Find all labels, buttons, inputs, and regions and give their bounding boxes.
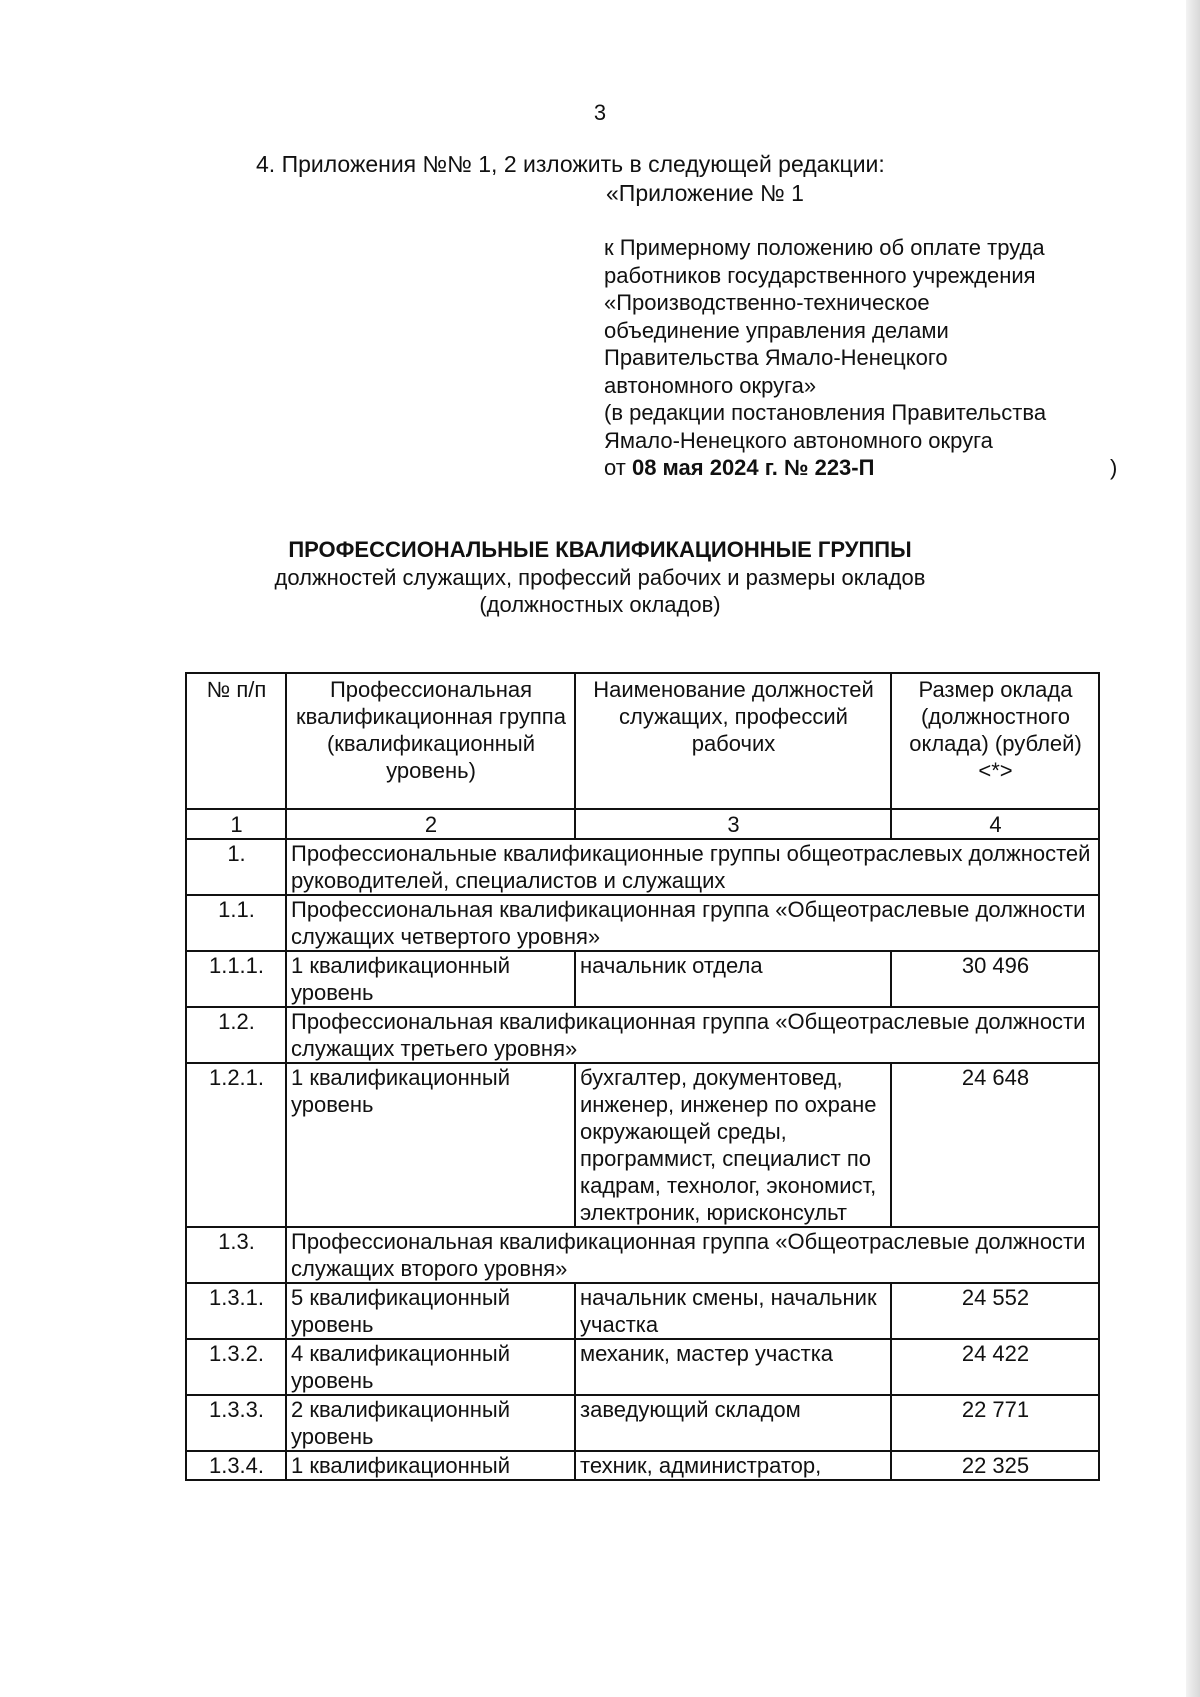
qualification-level: 1 квалификационный (286, 1451, 575, 1480)
row-number: 1.3.3. (186, 1395, 286, 1451)
qualification-level: 1 квалификационный уровень (286, 951, 575, 1007)
section-heading (0, 536, 1200, 618)
appendix-caption-line: Правительства Ямало-Ненецкого (604, 345, 948, 370)
row-number: 1.2.1. (186, 1063, 286, 1227)
heading-subtitle: должностей служащих, профессий рабочих и размеры окладов (274, 565, 926, 590)
heading-subtitle: (должностных окладов) (479, 592, 721, 617)
table-header-row (186, 673, 1099, 809)
page-number: 3 (593, 100, 607, 125)
appendix-caption-line: (в редакции постановления Правительства (604, 400, 1047, 425)
row-number: 1.1.1. (186, 951, 286, 1007)
salary-amount: 22 325 (891, 1451, 1099, 1480)
table-row (186, 1283, 1099, 1339)
row-number: 1.2. (186, 1007, 286, 1063)
column-number: 3 (575, 809, 891, 839)
salary-amount: 24 422 (891, 1339, 1099, 1395)
table-row (186, 1063, 1099, 1227)
column-header: Размер оклада (должностного оклада) (рублей) <*> (891, 673, 1099, 809)
qualification-level: 2 квалификационный уровень (286, 1395, 575, 1451)
qualification-level: 4 квалификационный уровень (286, 1339, 575, 1395)
appendix-caption-line: «Производственно-техническое (604, 290, 930, 315)
salary-amount: 24 648 (891, 1063, 1099, 1227)
group-title: Профессиональная квалификационная группа «Общеотраслевые должности служащих третьего уровня» (286, 1007, 1099, 1063)
group-title: Профессиональная квалификационная группа «Общеотраслевые должности служащих второго уровня» (286, 1227, 1099, 1283)
appendix-caption (604, 234, 1124, 482)
row-number: 1.3. (186, 1227, 286, 1283)
page-edge-shadow (1186, 0, 1200, 1697)
row-number: 1.3.4. (186, 1451, 286, 1480)
column-number: 4 (891, 809, 1099, 839)
salary-amount: 22 771 (891, 1395, 1099, 1451)
column-header: Профессиональная квалификационная группа (квалификационный уровень) (286, 673, 575, 809)
appendix-caption-line: автономного округа» (604, 372, 817, 398)
position-names: бухгалтер, документовед, инженер, инженер по охране окружающей среды, программист, специалист по кадрам, технолог, экономист, электроник, юрисконсульт (575, 1063, 891, 1227)
heading-title: ПРОФЕССИОНАЛЬНЫЕ КВАЛИФИКАЦИОННЫЕ ГРУППЫ (288, 537, 912, 562)
table-group-row (186, 1227, 1099, 1283)
column-header: Наименование должностей служащих, профессий рабочих (575, 673, 891, 809)
column-number: 1 (186, 809, 286, 839)
group-title: Профессиональная квалификационная группа «Общеотраслевые должности служащих четвертого уровня» (286, 895, 1099, 951)
row-number: 1.1. (186, 895, 286, 951)
position-names: заведующий складом (575, 1395, 891, 1451)
salary-table (185, 672, 1100, 1481)
column-number: 2 (286, 809, 575, 839)
position-names: начальник смены, начальник участка (575, 1283, 891, 1339)
table-row (186, 1395, 1099, 1451)
salary-amount: 24 552 (891, 1283, 1099, 1339)
amendment-line: 4. Приложения №№ 1, 2 изложить в следующей редакции: (256, 151, 885, 177)
row-number: 1.3.1. (186, 1283, 286, 1339)
group-title: Профессиональные квалификационные группы общеотраслевых должностей руководителей, специалистов и служащих (286, 839, 1099, 895)
appendix-title: «Приложение № 1 (606, 180, 804, 206)
resolution-date-line (604, 454, 1124, 482)
salary-amount: 30 496 (891, 951, 1099, 1007)
table-row (186, 951, 1099, 1007)
appendix-caption-line: Ямало-Ненецкого автономного округа (604, 427, 993, 453)
appendix-caption-line: объединение управления делами (604, 317, 949, 343)
table-group-row (186, 839, 1099, 895)
table-row (186, 1451, 1099, 1480)
position-names: начальник отдела (575, 951, 891, 1007)
table-group-row (186, 1007, 1099, 1063)
column-header: № п/п (186, 673, 286, 809)
appendix-caption-line: к Примерному положению об оплате труда (604, 235, 1045, 260)
position-names: техник, администратор, (575, 1451, 891, 1480)
qualification-level: 5 квалификационный уровень (286, 1283, 575, 1339)
closing-parenthesis: ) (1110, 455, 1118, 480)
position-names: механик, мастер участка (575, 1339, 891, 1395)
date-prefix: от (604, 455, 626, 480)
table-group-row (186, 895, 1099, 951)
qualification-level: 1 квалификационный уровень (286, 1063, 575, 1227)
resolution-date: 08 мая 2024 г. № 223-П (631, 455, 875, 480)
column-number-row (186, 809, 1099, 839)
appendix-caption-line: работников государственного учреждения (604, 262, 1036, 288)
row-number: 1.3.2. (186, 1339, 286, 1395)
table-row (186, 1339, 1099, 1395)
row-number: 1. (186, 839, 286, 895)
